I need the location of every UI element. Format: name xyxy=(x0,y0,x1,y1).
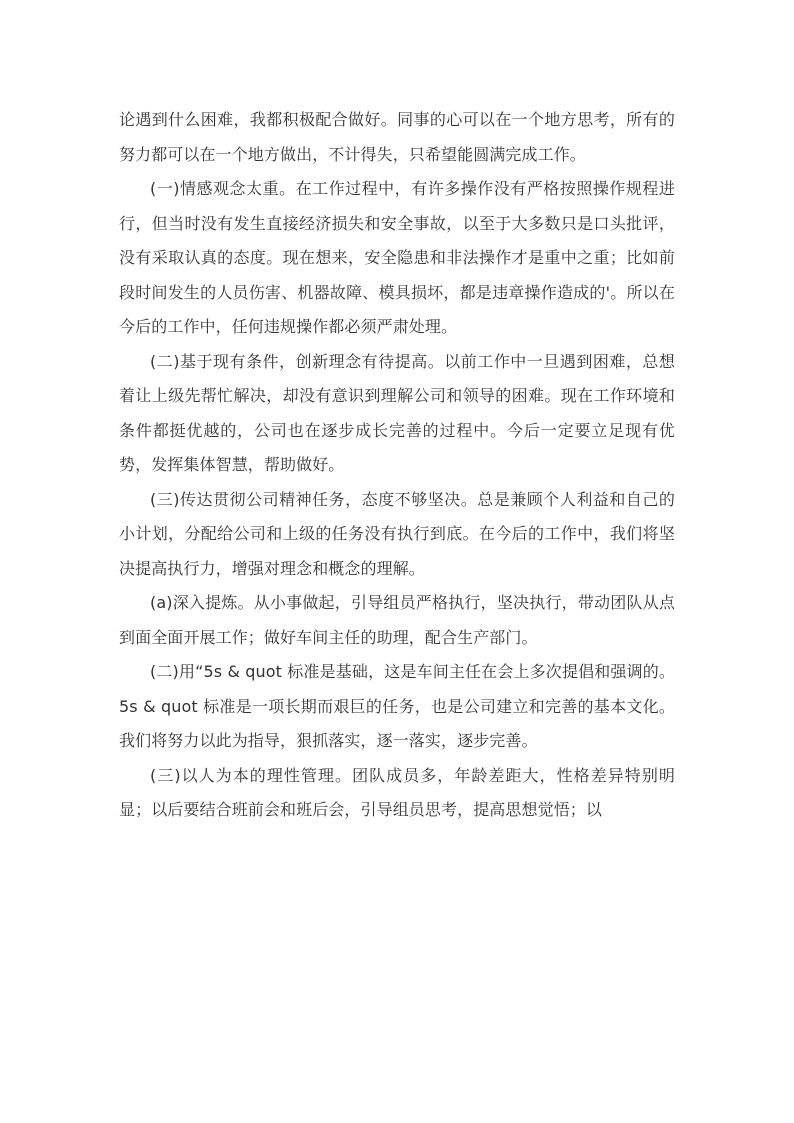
paragraph-5s-standard: (二)用“5s & quot 标准是基础，这是车间主任在会上多次提倡和强调的。5s & quot 标准是一项长期而艰巨的任务，也是公司建立和完善的基本文化。我们将努力以此为指导，狠抓落实，逐一落实，逐步完善。 xyxy=(119,662,675,750)
paragraph-innovation: (二)基于现有条件，创新理念有待提高。以前工作中一旦遇到困难，总想着让上级先帮忙解决，却没有意识到理解公司和领导的困难。现在工作环境和条件都挺优越的，公司也在逐步成长完善的过程中。今后一定要立足现有优势，发挥集体智慧，帮助做好。 xyxy=(119,351,675,474)
paragraph-emotional-concept: (一)情感观念太重。在工作过程中，有许多操作没有严格按照操作规程进行，但当时没有发生直接经济损失和安全事故，以至于大多数只是口头批评，没有采取认真的态度。现在想来，安全隐患和非法操作才是重中之重；比如前段时间发生的人员伤害、机器故障、模具损坏，都是违章操作造成的'。所以在今后的工作中，任何违规操作都必须严肃处理。 xyxy=(119,179,675,336)
paragraph-refinement: (a)深入提炼。从小事做起，引导组员严格执行，坚决执行，带动团队从点到面全面开展工作；做好车间主任的助理，配合生产部门。 xyxy=(119,593,675,647)
paragraph-continuation: 论遇到什么困难，我都积极配合做好。同事的心可以在一个地方思考，所有的努力都可以在一个地方做出，不计得失，只希望能圆满完成工作。 xyxy=(119,110,675,164)
paragraph-people-management: (三)以人为本的理性管理。团队成员多，年龄差距大，性格差异特别明显；以后要结合班前会和班后会，引导组员思考，提高思想觉悟；以 xyxy=(119,765,675,819)
document-body xyxy=(119,103,675,828)
paragraph-execution: (三)传达贯彻公司精神任务，态度不够坚决。总是兼顾个人利益和自己的小计划，分配给公司和上级的任务没有执行到底。在今后的工作中，我们将坚决提高执行力，增强对理念和概念的理解。 xyxy=(119,489,675,578)
